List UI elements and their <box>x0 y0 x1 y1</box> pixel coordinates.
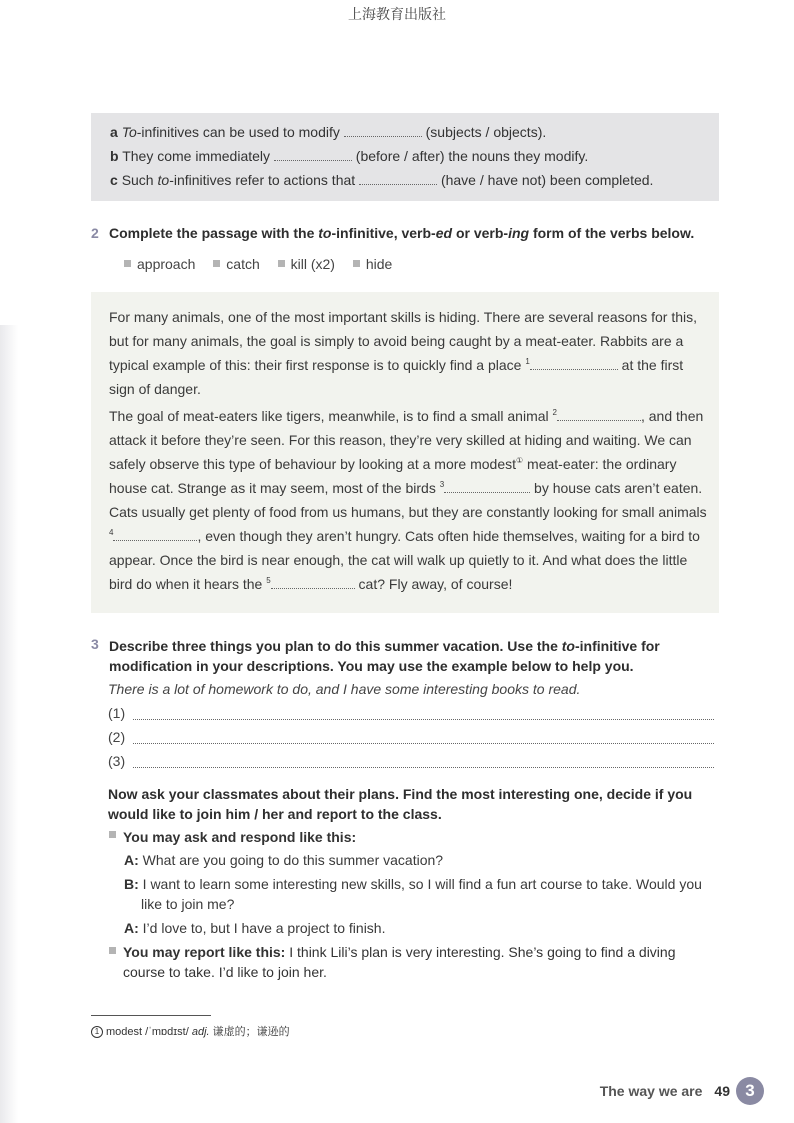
page-number: 49 <box>714 1083 730 1099</box>
passage-blank-3[interactable] <box>444 480 530 493</box>
dialog-line: A: I’d love to, but I have a project to finish. <box>124 920 386 936</box>
square-bullet-icon <box>213 260 220 267</box>
rule-c-blank[interactable] <box>359 172 437 185</box>
dialog-line: B: I want to learn some interesting new skills, so I will find a fun art course to take. Would you like to join me? <box>124 876 702 912</box>
word-item: hide <box>353 256 392 272</box>
report-example: You may report like this: I think Lili’s plan is very interesting. She’s going to find a diving course to take. I’d like to join her. <box>123 944 676 980</box>
passage-blank-1[interactable] <box>530 357 618 370</box>
square-bullet-icon <box>278 260 285 267</box>
answer-line-3[interactable]: (3) <box>108 753 714 773</box>
passage-paragraph-1: For many animals, one of the most important skills is hiding. There are several reasons for this, but for many animals, the goal is simply to avoid being caught by a meat-eater. Rabbits are a typical example of this: their first response is to quickly find a place $^1$ at the first sign of danger. <box>109 309 697 397</box>
rule-a: a To-infinitives can be used to modify (subjects / objects). <box>110 124 547 140</box>
answer-line-2[interactable]: (2) <box>108 729 714 749</box>
question-number: 2 <box>91 225 99 241</box>
rule-a-blank[interactable] <box>344 124 422 137</box>
question-2-title: Complete the passage with the to-infinitive, verb-ed or verb-ing form of the verbs below. <box>109 225 695 241</box>
rule-b: b They come immediately (before / after) the nouns they modify. <box>110 148 589 164</box>
question-number: 3 <box>91 636 99 652</box>
footnote-number: 1 <box>91 1026 103 1038</box>
dialog-line: A: What are you going to do this summer vacation? <box>124 852 444 868</box>
passage-blank-5[interactable] <box>271 576 355 589</box>
question-3-title: Describe three things you plan to do this summer vacation. Use the to-infinitive for modification in your descriptions. You may use the example below to help you. <box>109 638 660 674</box>
word-item: kill (x2) <box>278 256 335 272</box>
footnote-marker: ① <box>516 456 524 465</box>
example-sentence: There is a lot of homework to do, and I have some interesting books to read. <box>108 681 581 697</box>
word-item: catch <box>213 256 259 272</box>
passage-paragraph-2: The goal of meat-eaters like tigers, meanwhile, is to find a small animal $^2$ , and then attack it before they’re seen. For this reason, they’re very skilled at hiding and waiting. We can safely observe this type of behaviour by looking at a more modest① meat-eater: the ordinary house cat. Strange as it may seem, most of the birds $^3$ by house cats aren’t eaten. Cats usually get plenty of food from us humans, but they are constantly looking for small animals $^4$ , even though they aren’t hungry. Cats often hide themselves, waiting for a bird to appear. Once the bird is near enough, the cat will walk up quietly to it. And what does the little bird do when it hears the $^5$ cat? Fly away, of course! <box>109 408 707 592</box>
square-bullet-icon <box>109 947 116 954</box>
unit-badge: 3 <box>736 1077 764 1105</box>
passage-blank-2[interactable] <box>557 408 641 421</box>
page-footer <box>600 1077 764 1107</box>
ask-heading: You may ask and respond like this: <box>123 829 357 845</box>
word-list <box>124 256 406 272</box>
grammar-rules-box <box>91 113 719 201</box>
chapter-title: The way we are <box>599 1083 703 1099</box>
square-bullet-icon <box>124 260 131 267</box>
footnote: 1 modest /ˈmɒdɪst/ adj. 谦虚的；谦逊的 <box>91 1023 290 1039</box>
answer-dotted-line[interactable] <box>133 743 714 744</box>
page-edge-shade <box>0 325 18 1123</box>
answer-dotted-line[interactable] <box>133 719 714 720</box>
rule-c: c Such to-infinitives refer to actions that (have / have not) been completed. <box>110 172 654 188</box>
square-bullet-icon <box>353 260 360 267</box>
square-bullet-icon <box>109 831 116 838</box>
passage-blank-4[interactable] <box>113 528 197 541</box>
footnote-divider <box>91 1015 211 1016</box>
rule-b-blank[interactable] <box>274 148 352 161</box>
reading-passage <box>91 292 719 613</box>
answer-line-1[interactable]: (1) <box>108 705 714 725</box>
discussion-intro: Now ask your classmates about their plans. Find the most interesting one, decide if you would like to join him / her and report to the class. <box>108 786 693 822</box>
word-item: approach <box>124 256 195 272</box>
publisher-header: 上海教育出版社 <box>348 7 446 23</box>
answer-dotted-line[interactable] <box>133 767 714 768</box>
